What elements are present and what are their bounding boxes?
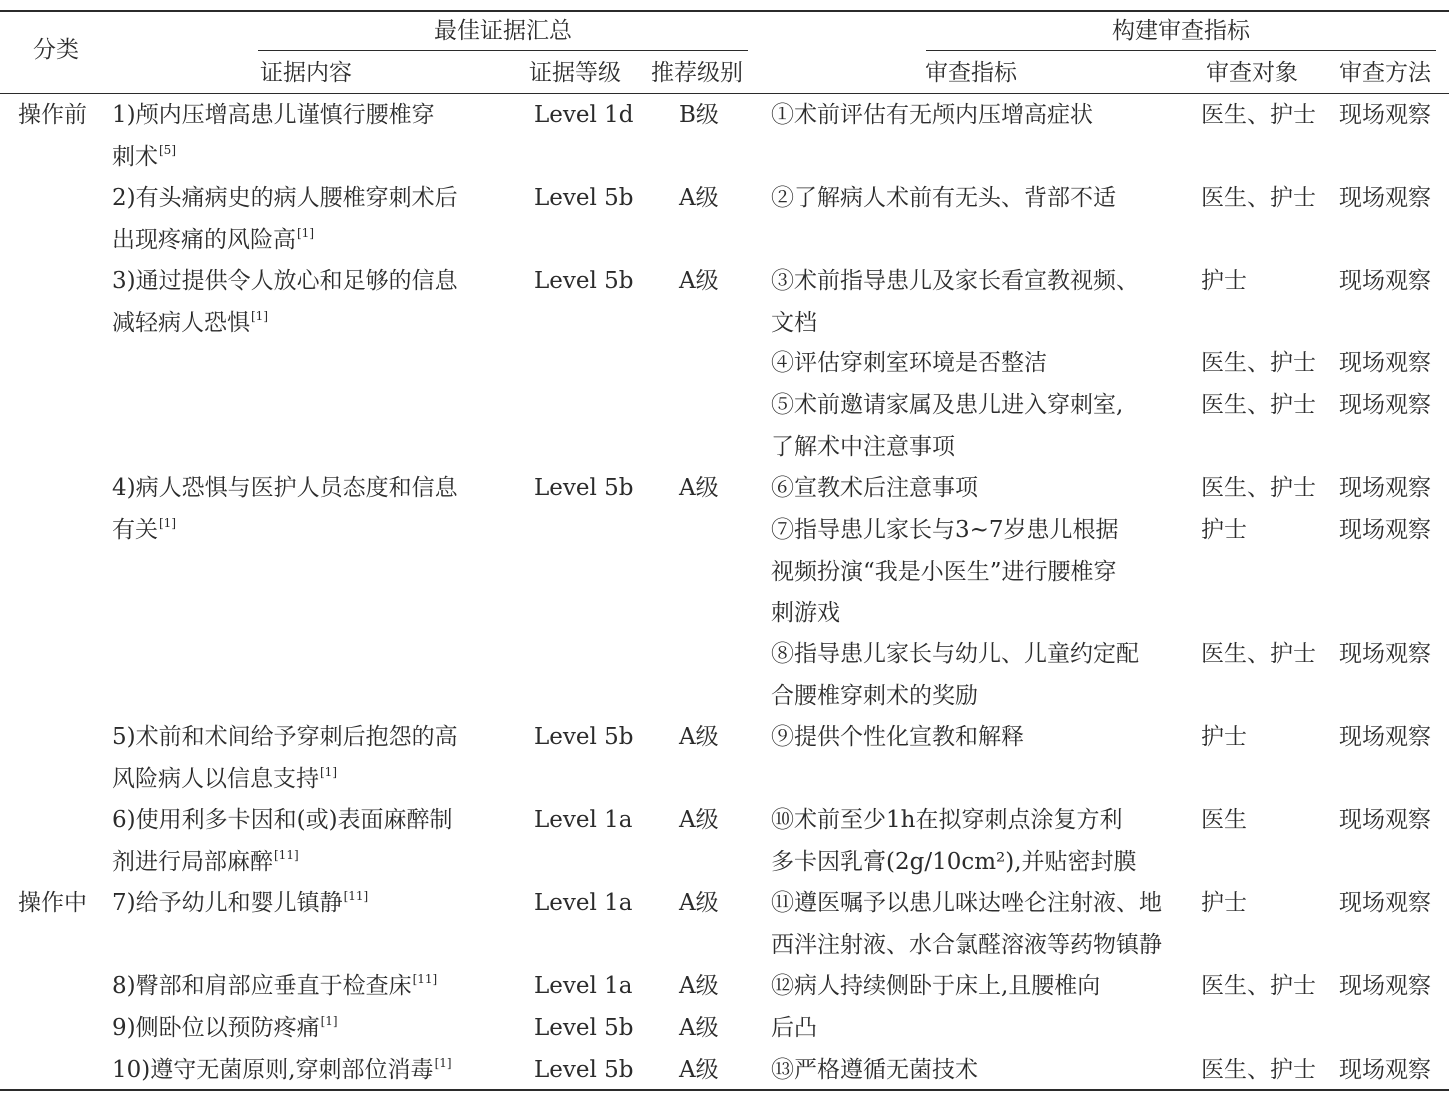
evidence-grade: A级 (679, 1015, 719, 1041)
audit-method: 现场观察 (1339, 268, 1431, 294)
indicator-line: ⑫病人持续侧卧于床上,且腰椎向 (771, 973, 1101, 999)
evidence-line: 10)遵守无菌原则,穿刺部位消毒 (112, 1057, 434, 1083)
indicator-line: ⑥宣教术后注意事项 (771, 475, 978, 501)
citation: [11] (274, 847, 299, 862)
indicator-line: 后凸 (771, 1014, 817, 1041)
audit-method: 现场观察 (1339, 724, 1431, 750)
audit-object: 医生、护士 (1201, 475, 1316, 501)
indicator-line: ⑪遵医嘱予以患儿咪达唑仑注射液、地 (771, 890, 1162, 916)
header-evidence-group: 最佳证据汇总 (434, 18, 572, 44)
audit-method: 现场观察 (1339, 185, 1431, 211)
citation: [1] (434, 1056, 452, 1070)
indicator-2 (771, 178, 1116, 220)
indicator-13 (771, 1050, 978, 1092)
evidence-grade: A级 (679, 475, 719, 501)
evidence-line: 出现疼痛的风险高 (112, 226, 296, 253)
citation: [1] (320, 1014, 338, 1028)
indicator-3 (771, 261, 1139, 344)
evidence-line: 风险病人以信息支持 (112, 765, 319, 792)
evidence-line: 8)臀部和肩部应垂直于检查床 (112, 973, 412, 999)
evidence-level: Level 1a (534, 890, 633, 916)
evidence-line: 减轻病人恐惧 (112, 309, 250, 336)
evidence-line: 5)术前和术间给予穿刺后抱怨的高 (112, 724, 458, 750)
citation: [1] (297, 225, 314, 240)
citation: [1] (251, 308, 268, 323)
audit-object: 护士 (1201, 724, 1247, 750)
citation: [1] (320, 764, 337, 779)
indicator-line: ⑦指导患儿家长与3~7岁患儿根据 (771, 517, 1119, 543)
indicator-line: 多卡因乳膏(2g/10cm²),并贴密封膜 (771, 848, 1137, 875)
audit-method: 现场观察 (1339, 807, 1431, 833)
evidence-level: Level 5b (534, 475, 634, 501)
evidence-level: Level 1a (534, 807, 633, 833)
indicator-8 (771, 634, 1139, 717)
evidence-grade: B级 (679, 102, 719, 128)
evidence-line: 3)通过提供令人放心和足够的信息 (112, 268, 458, 294)
evidence-9 (112, 1008, 338, 1053)
audit-object: 医生、护士 (1201, 102, 1316, 128)
indicator-line: 视频扮演“我是小医生”进行腰椎穿 (771, 558, 1117, 585)
indicator-line: ⑧指导患儿家长与幼儿、儿童约定配 (771, 641, 1139, 667)
indicator-9 (771, 717, 1024, 759)
audit-object: 医生 (1201, 807, 1247, 833)
indicator-11 (771, 883, 1162, 966)
audit-method: 现场观察 (1339, 890, 1431, 916)
audit-object: 护士 (1201, 517, 1247, 543)
evidence-line: 剂进行局部麻醉 (112, 848, 273, 875)
evidence-grade: A级 (679, 185, 719, 211)
evidence-line: 9)侧卧位以预防疼痛 (112, 1015, 320, 1041)
header-method: 审查方法 (1339, 60, 1431, 86)
evidence-level: Level 5b (534, 185, 634, 211)
audit-object: 医生、护士 (1201, 185, 1316, 211)
audit-object: 护士 (1201, 890, 1247, 916)
audit-method: 现场观察 (1339, 641, 1431, 667)
evidence-grade: A级 (679, 268, 719, 294)
evidence-10 (112, 1050, 452, 1095)
audit-object: 医生、护士 (1201, 641, 1316, 667)
header-category: 分类 (33, 37, 79, 63)
evidence-6 (112, 800, 453, 886)
evidence-2 (112, 178, 458, 264)
evidence-level: Level 5b (534, 724, 634, 750)
indicator-line: 了解术中注意事项 (771, 433, 955, 460)
evidence-line: 2)有头痛病史的病人腰椎穿刺术后 (112, 185, 458, 211)
audit-method: 现场观察 (1339, 517, 1431, 543)
indicator-10 (771, 800, 1137, 883)
evidence-level: Level 5b (534, 1057, 634, 1083)
evidence-7 (112, 883, 368, 928)
citation: [1] (159, 515, 176, 530)
evidence-grade: A级 (679, 973, 719, 999)
indicator-line: ②了解病人术前有无头、背部不适 (771, 185, 1116, 211)
audit-object: 护士 (1201, 268, 1247, 294)
indicator-6 (771, 468, 978, 510)
evidence-level: Level 5b (534, 1015, 634, 1041)
evidence-line: 刺术 (112, 143, 158, 170)
evidence-8 (112, 966, 437, 1011)
audit-method: 现场观察 (1339, 102, 1431, 128)
evidence-line: 6)使用利多卡因和(或)表面麻醉制 (112, 807, 453, 833)
audit-object: 医生、护士 (1201, 973, 1316, 999)
indicator-5 (771, 385, 1123, 468)
evidence-3 (112, 261, 458, 347)
evidence-line: 有关 (112, 516, 158, 543)
indicator-12 (771, 966, 1100, 1049)
header-audit-group: 构建审查指标 (1112, 18, 1250, 44)
indicator-7 (771, 510, 1119, 635)
indicator-line: ⑩术前至少1h在拟穿刺点涂复方利 (771, 807, 1123, 833)
evidence-grade: A级 (679, 890, 719, 916)
header-indicator: 审查指标 (925, 60, 1017, 86)
citation: [5] (159, 142, 176, 157)
evidence-line: 4)病人恐惧与医护人员态度和信息 (112, 475, 458, 501)
evidence-4 (112, 468, 458, 554)
indicator-line: ④评估穿刺室环境是否整洁 (771, 350, 1047, 376)
evidence-5 (112, 717, 458, 803)
audit-object: 医生、护士 (1201, 1057, 1316, 1083)
indicator-line: 合腰椎穿刺术的奖励 (771, 682, 978, 709)
evidence-grade: A级 (679, 1057, 719, 1083)
header-bottom-rule (0, 93, 1449, 94)
audit-method: 现场观察 (1339, 1057, 1431, 1083)
indicator-line: ⑬严格遵循无菌技术 (771, 1057, 978, 1083)
indicator-line: ①术前评估有无颅内压增高症状 (771, 102, 1093, 128)
indicator-line: 西泮注射液、水合氯醛溶液等药物镇静 (771, 931, 1162, 958)
indicator-line: ⑤术前邀请家属及患儿进入穿刺室, (771, 392, 1124, 418)
evidence-grade: A级 (679, 807, 719, 833)
audit-object: 医生、护士 (1201, 350, 1316, 376)
indicator-line: ⑨提供个性化宣教和解释 (771, 724, 1024, 750)
indicator-1 (771, 95, 1093, 137)
indicator-line: 文档 (771, 309, 817, 336)
header-content: 证据内容 (260, 60, 352, 86)
indicator-4 (771, 343, 1047, 385)
audit-method: 现场观察 (1339, 475, 1431, 501)
category-intraop: 操作中 (18, 890, 87, 916)
evidence-level: Level 1a (534, 973, 633, 999)
audit-method: 现场观察 (1339, 973, 1431, 999)
citation: [11] (412, 972, 438, 986)
header-grade: 推荐级别 (651, 60, 743, 86)
audit-method: 现场观察 (1339, 350, 1431, 376)
header-level: 证据等级 (529, 60, 621, 86)
evidence-1 (112, 95, 435, 181)
evidence-grade: A级 (679, 724, 719, 750)
evidence-level: Level 5b (534, 268, 634, 294)
audit-method: 现场观察 (1339, 392, 1431, 418)
header-object: 审查对象 (1206, 60, 1298, 86)
evidence-line: 7)给予幼儿和婴儿镇静 (112, 890, 343, 916)
indicator-line: ③术前指导患儿及家长看宣教视频、 (771, 268, 1139, 294)
evidence-line: 1)颅内压增高患儿谨慎行腰椎穿 (112, 102, 435, 128)
evidence-level: Level 1d (534, 102, 634, 128)
citation: [11] (343, 889, 369, 903)
indicator-line: 刺游戏 (771, 600, 840, 626)
category-preop: 操作前 (18, 102, 87, 128)
audit-object: 医生、护士 (1201, 392, 1316, 418)
